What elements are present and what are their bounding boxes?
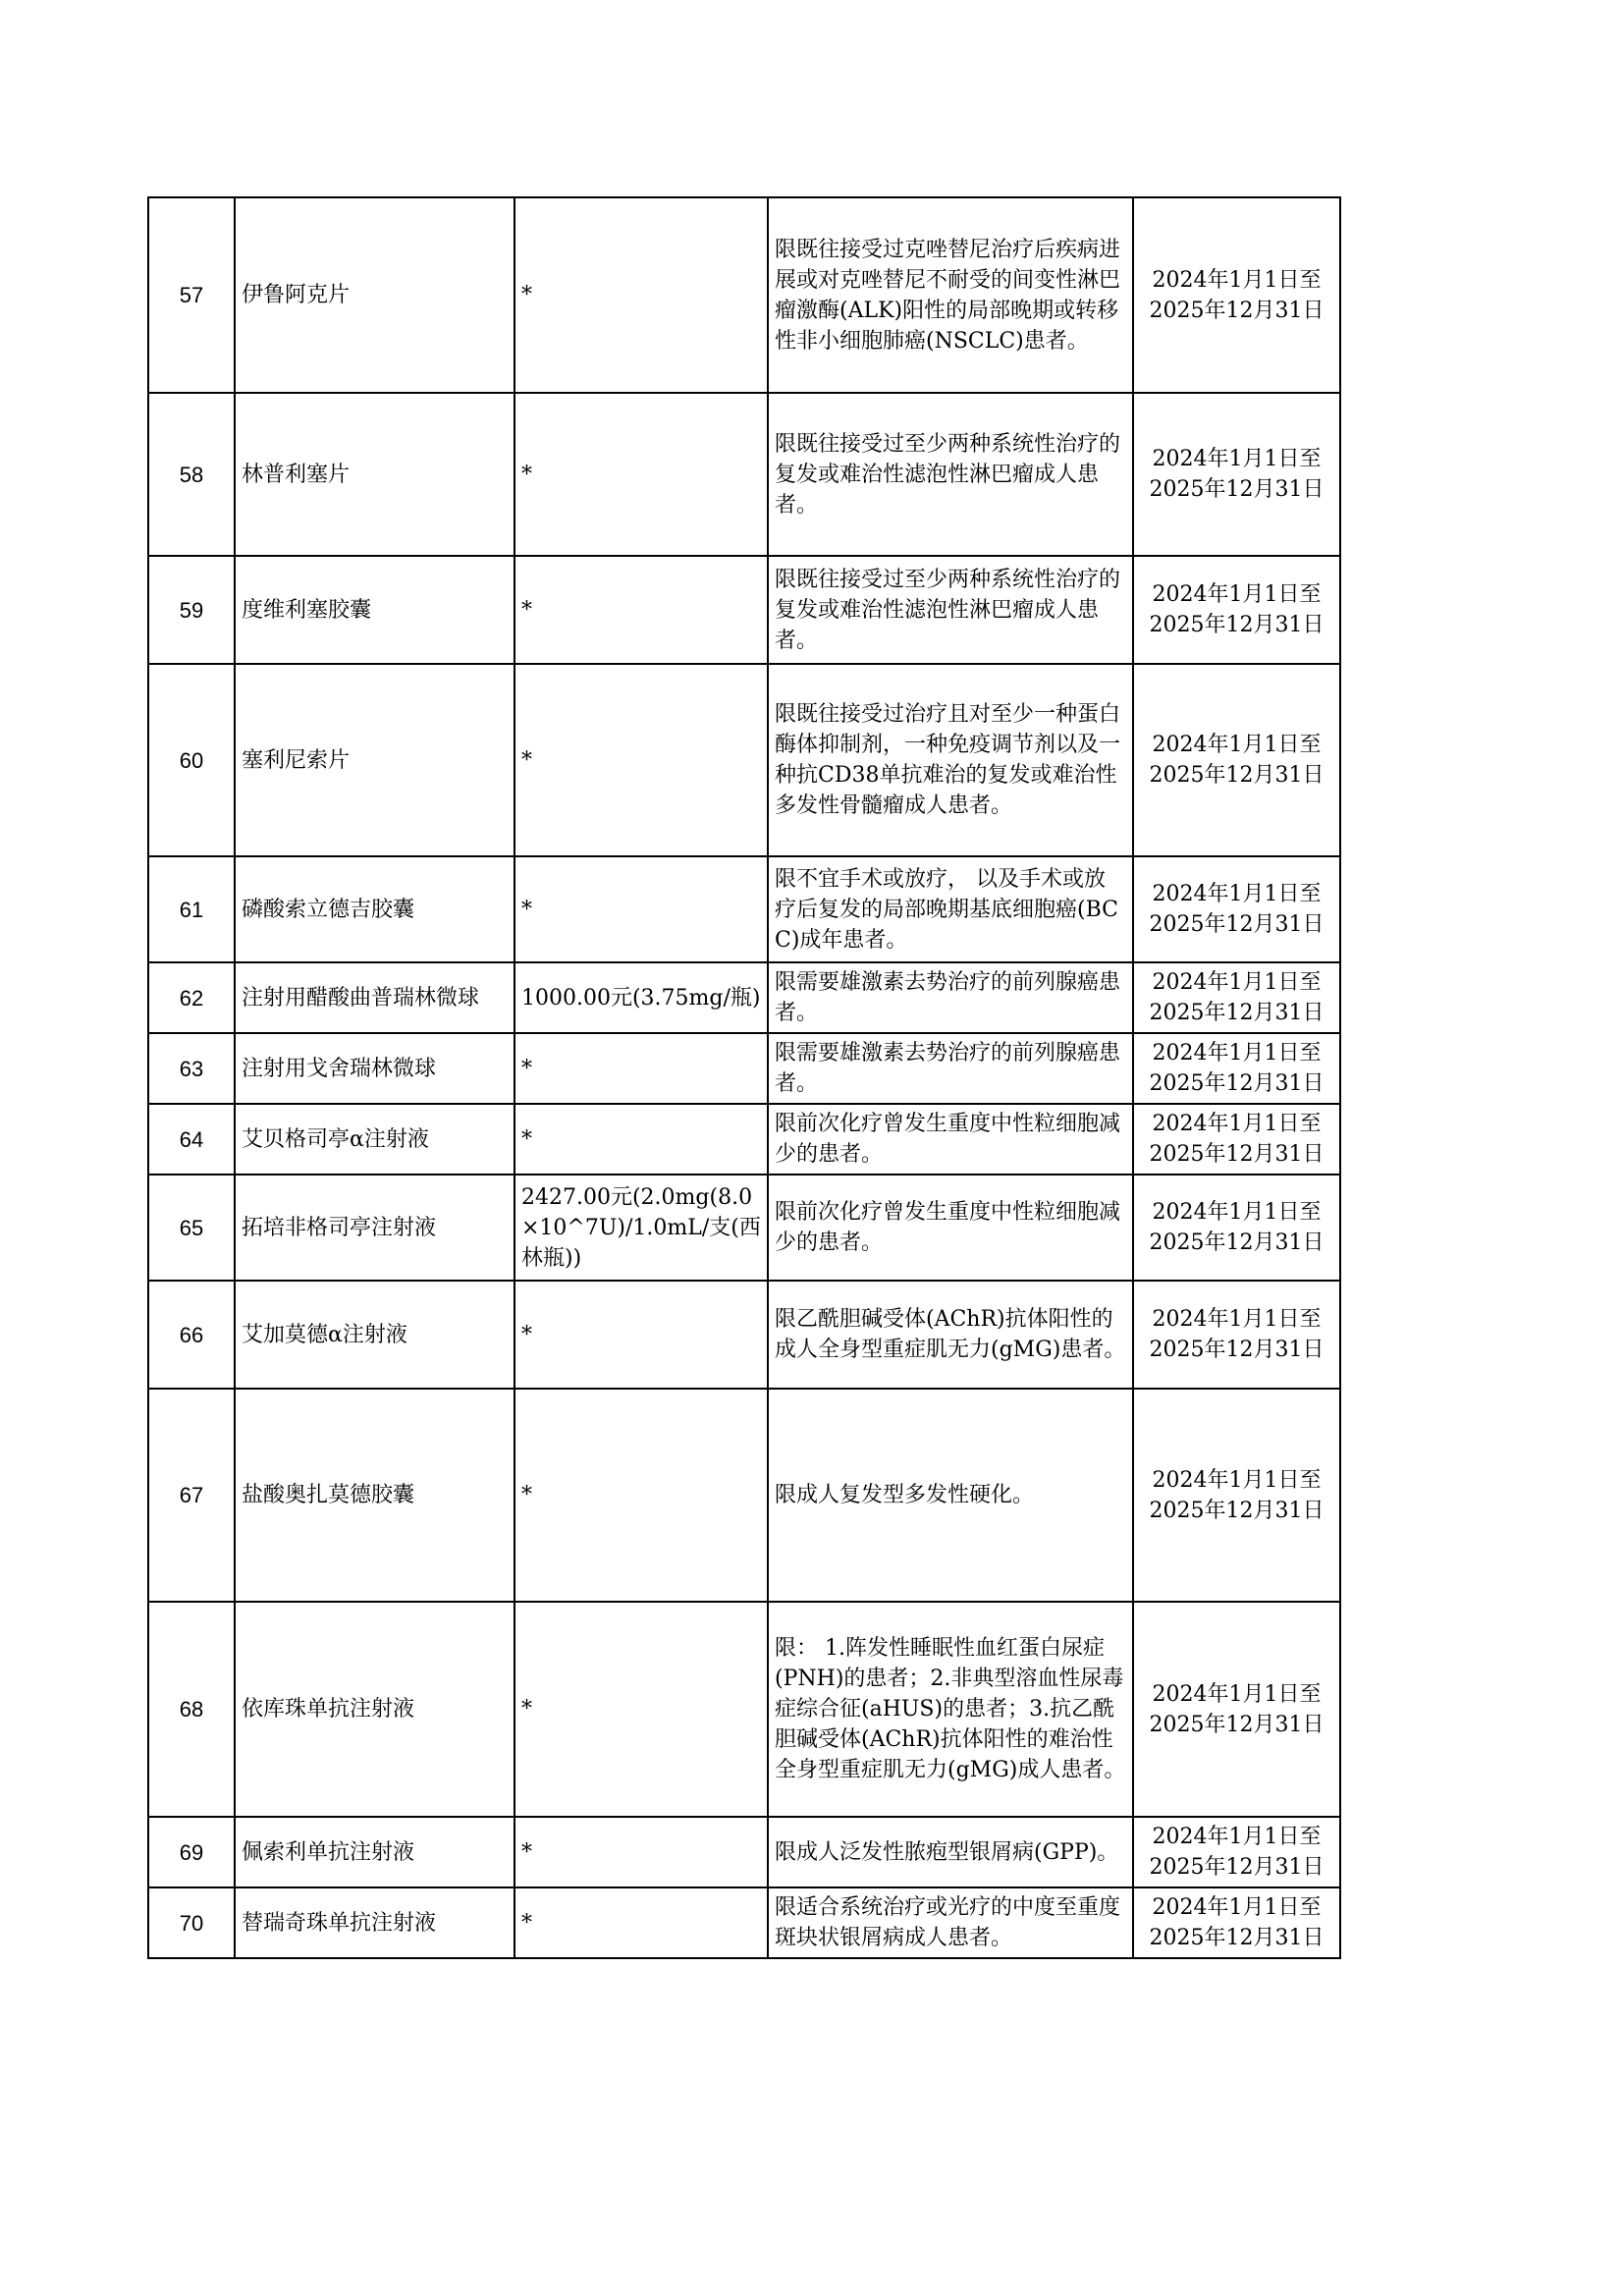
- period-end: 2025年12月31日: [1149, 1001, 1325, 1025]
- table-row: [148, 1033, 1340, 1104]
- drug-name-cell: 拓培非格司亭注射液: [235, 1175, 514, 1281]
- drug-name-cell: 注射用醋酸曲普瑞林微球: [235, 962, 514, 1033]
- table-row: [148, 393, 1340, 556]
- price-cell: *: [514, 1033, 768, 1104]
- row-number-cell: 61: [148, 856, 235, 962]
- drug-name-cell: 磷酸索立德吉胶囊: [235, 856, 514, 962]
- price-cell: *: [514, 856, 768, 962]
- restriction-cell: 限需要雄激素去势治疗的前列腺癌患者。: [768, 1033, 1133, 1104]
- row-number-cell: 68: [148, 1602, 235, 1817]
- drug-name-cell: 注射用戈舍瑞林微球: [235, 1033, 514, 1104]
- period-start: 2024年1月1日至: [1152, 1895, 1322, 1920]
- period-end: 2025年12月31日: [1149, 1230, 1325, 1255]
- period-start: 2024年1月1日至: [1152, 1307, 1322, 1332]
- price-cell: *: [514, 1389, 768, 1602]
- restriction-cell: 限前次化疗曾发生重度中性粒细胞减少的患者。: [768, 1175, 1133, 1281]
- table-row: [148, 1887, 1340, 1958]
- drug-name-cell: 替瑞奇珠单抗注射液: [235, 1887, 514, 1958]
- price-cell: 2427.00元(2.0mg(8.0×10^7U)/1.0mL/支(西林瓶)): [514, 1175, 768, 1281]
- drug-name-cell: 伊鲁阿克片: [235, 197, 514, 393]
- row-number-cell: 57: [148, 197, 235, 393]
- row-number-cell: 70: [148, 1887, 235, 1958]
- restriction-cell: 限既往接受过至少两种系统性治疗的复发或难治性滤泡性淋巴瘤成人患者。: [768, 556, 1133, 664]
- row-number-cell: 64: [148, 1104, 235, 1175]
- period-start: 2024年1月1日至: [1152, 267, 1322, 293]
- drug-name-cell: 度维利塞胶囊: [235, 556, 514, 664]
- drug-name-cell: 佩索利单抗注射液: [235, 1817, 514, 1887]
- table-row: [148, 1602, 1340, 1817]
- drug-name-cell: 盐酸奥扎莫德胶囊: [235, 1389, 514, 1602]
- row-number-cell: 69: [148, 1817, 235, 1887]
- period-start: 2024年1月1日至: [1152, 733, 1322, 757]
- period-start: 2024年1月1日至: [1152, 1112, 1322, 1136]
- row-number-cell: 66: [148, 1281, 235, 1389]
- validity-period-cell: [1133, 1817, 1340, 1887]
- validity-period-cell: [1133, 393, 1340, 556]
- period-end: 2025年12月31日: [1149, 763, 1325, 788]
- price-cell: *: [514, 1104, 768, 1175]
- restriction-cell: 限适合系统治疗或光疗的中度至重度斑块状银屑病成人患者。: [768, 1887, 1133, 1958]
- price-cell: *: [514, 1602, 768, 1817]
- validity-period-cell: [1133, 664, 1340, 856]
- period-end: 2025年12月31日: [1149, 1855, 1325, 1880]
- drug-name-cell: 塞利尼索片: [235, 664, 514, 856]
- table-body: [148, 197, 1340, 1958]
- price-cell: *: [514, 1887, 768, 1958]
- validity-period-cell: [1133, 1104, 1340, 1175]
- restriction-cell: 限不宜手术或放疗， 以及手术或放疗后复发的局部晚期基底细胞癌(BCC)成年患者。: [768, 856, 1133, 962]
- price-cell: *: [514, 556, 768, 664]
- row-number-cell: 60: [148, 664, 235, 856]
- validity-period-cell: [1133, 1175, 1340, 1281]
- period-start: 2024年1月1日至: [1152, 447, 1322, 471]
- period-start: 2024年1月1日至: [1152, 1200, 1322, 1225]
- table-row: [148, 856, 1340, 962]
- restriction-cell: 限既往接受过至少两种系统性治疗的复发或难治性滤泡性淋巴瘤成人患者。: [768, 393, 1133, 556]
- row-number-cell: 67: [148, 1389, 235, 1602]
- period-end: 2025年12月31日: [1149, 1498, 1325, 1523]
- drug-table: [147, 196, 1341, 1959]
- restriction-cell: 限既往接受过治疗且对至少一种蛋白酶体抑制剂，一种免疫调节剂以及一种抗CD38单抗难治的复发或难治性多发性骨髓瘤成人患者。: [768, 664, 1133, 856]
- period-end: 2025年12月31日: [1149, 912, 1325, 937]
- price-cell: *: [514, 393, 768, 556]
- row-number-cell: 62: [148, 962, 235, 1033]
- restriction-cell: 限前次化疗曾发生重度中性粒细胞减少的患者。: [768, 1104, 1133, 1175]
- drug-name-cell: 艾加莫德α注射液: [235, 1281, 514, 1389]
- validity-period-cell: [1133, 197, 1340, 393]
- table-row: [148, 197, 1340, 393]
- table-row: [148, 1281, 1340, 1389]
- validity-period-cell: [1133, 962, 1340, 1033]
- row-number-cell: 59: [148, 556, 235, 664]
- validity-period-cell: [1133, 1887, 1340, 1958]
- period-end: 2025年12月31日: [1149, 1712, 1325, 1737]
- price-cell: 1000.00元(3.75mg/瓶): [514, 962, 768, 1033]
- period-start: 2024年1月1日至: [1152, 882, 1322, 906]
- validity-period-cell: [1133, 1033, 1340, 1104]
- price-cell: *: [514, 1281, 768, 1389]
- period-end: 2025年12月31日: [1149, 1142, 1325, 1167]
- drug-name-cell: 林普利塞片: [235, 393, 514, 556]
- period-end: 2025年12月31日: [1149, 298, 1325, 323]
- period-end: 2025年12月31日: [1149, 1338, 1325, 1362]
- row-number-cell: 63: [148, 1033, 235, 1104]
- validity-period-cell: [1133, 856, 1340, 962]
- period-start: 2024年1月1日至: [1152, 582, 1322, 607]
- restriction-cell: 限成人泛发性脓疱型银屑病(GPP)。: [768, 1817, 1133, 1887]
- period-end: 2025年12月31日: [1149, 477, 1325, 502]
- row-number-cell: 65: [148, 1175, 235, 1281]
- validity-period-cell: [1133, 1281, 1340, 1389]
- table-row: [148, 1104, 1340, 1175]
- period-end: 2025年12月31日: [1149, 1926, 1325, 1950]
- price-cell: *: [514, 664, 768, 856]
- table-row: [148, 556, 1340, 664]
- price-cell: *: [514, 197, 768, 393]
- row-number-cell: 58: [148, 393, 235, 556]
- period-start: 2024年1月1日至: [1152, 970, 1322, 995]
- restriction-cell: 限乙酰胆碱受体(AChR)抗体阳性的成人全身型重症肌无力(gMG)患者。: [768, 1281, 1133, 1389]
- period-start: 2024年1月1日至: [1152, 1467, 1322, 1493]
- validity-period-cell: [1133, 556, 1340, 664]
- restriction-cell: 限成人复发型多发性硬化。: [768, 1389, 1133, 1602]
- price-cell: *: [514, 1817, 768, 1887]
- table-row: [148, 962, 1340, 1033]
- period-start: 2024年1月1日至: [1152, 1681, 1322, 1707]
- table-row: [148, 1175, 1340, 1281]
- restriction-cell: 限： 1.阵发性睡眠性血红蛋白尿症(PNH)的患者；2.非典型溶血性尿毒症综合征(aHUS)的患者；3.抗乙酰胆碱受体(AChR)抗体阳性的难治性全身型重症肌无力(gMG)成人患者。: [768, 1602, 1133, 1817]
- validity-period-cell: [1133, 1389, 1340, 1602]
- drug-name-cell: 艾贝格司亭α注射液: [235, 1104, 514, 1175]
- period-end: 2025年12月31日: [1149, 613, 1325, 637]
- validity-period-cell: [1133, 1602, 1340, 1817]
- restriction-cell: 限需要雄激素去势治疗的前列腺癌患者。: [768, 962, 1133, 1033]
- drug-name-cell: 依库珠单抗注射液: [235, 1602, 514, 1817]
- period-end: 2025年12月31日: [1149, 1071, 1325, 1096]
- period-start: 2024年1月1日至: [1152, 1041, 1322, 1066]
- table-row: [148, 1389, 1340, 1602]
- restriction-cell: 限既往接受过克唑替尼治疗后疾病进展或对克唑替尼不耐受的间变性淋巴瘤激酶(ALK)阳性的局部晚期或转移性非小细胞肺癌(NSCLC)患者。: [768, 197, 1133, 393]
- table-row: [148, 1817, 1340, 1887]
- table-row: [148, 664, 1340, 856]
- period-start: 2024年1月1日至: [1152, 1825, 1322, 1849]
